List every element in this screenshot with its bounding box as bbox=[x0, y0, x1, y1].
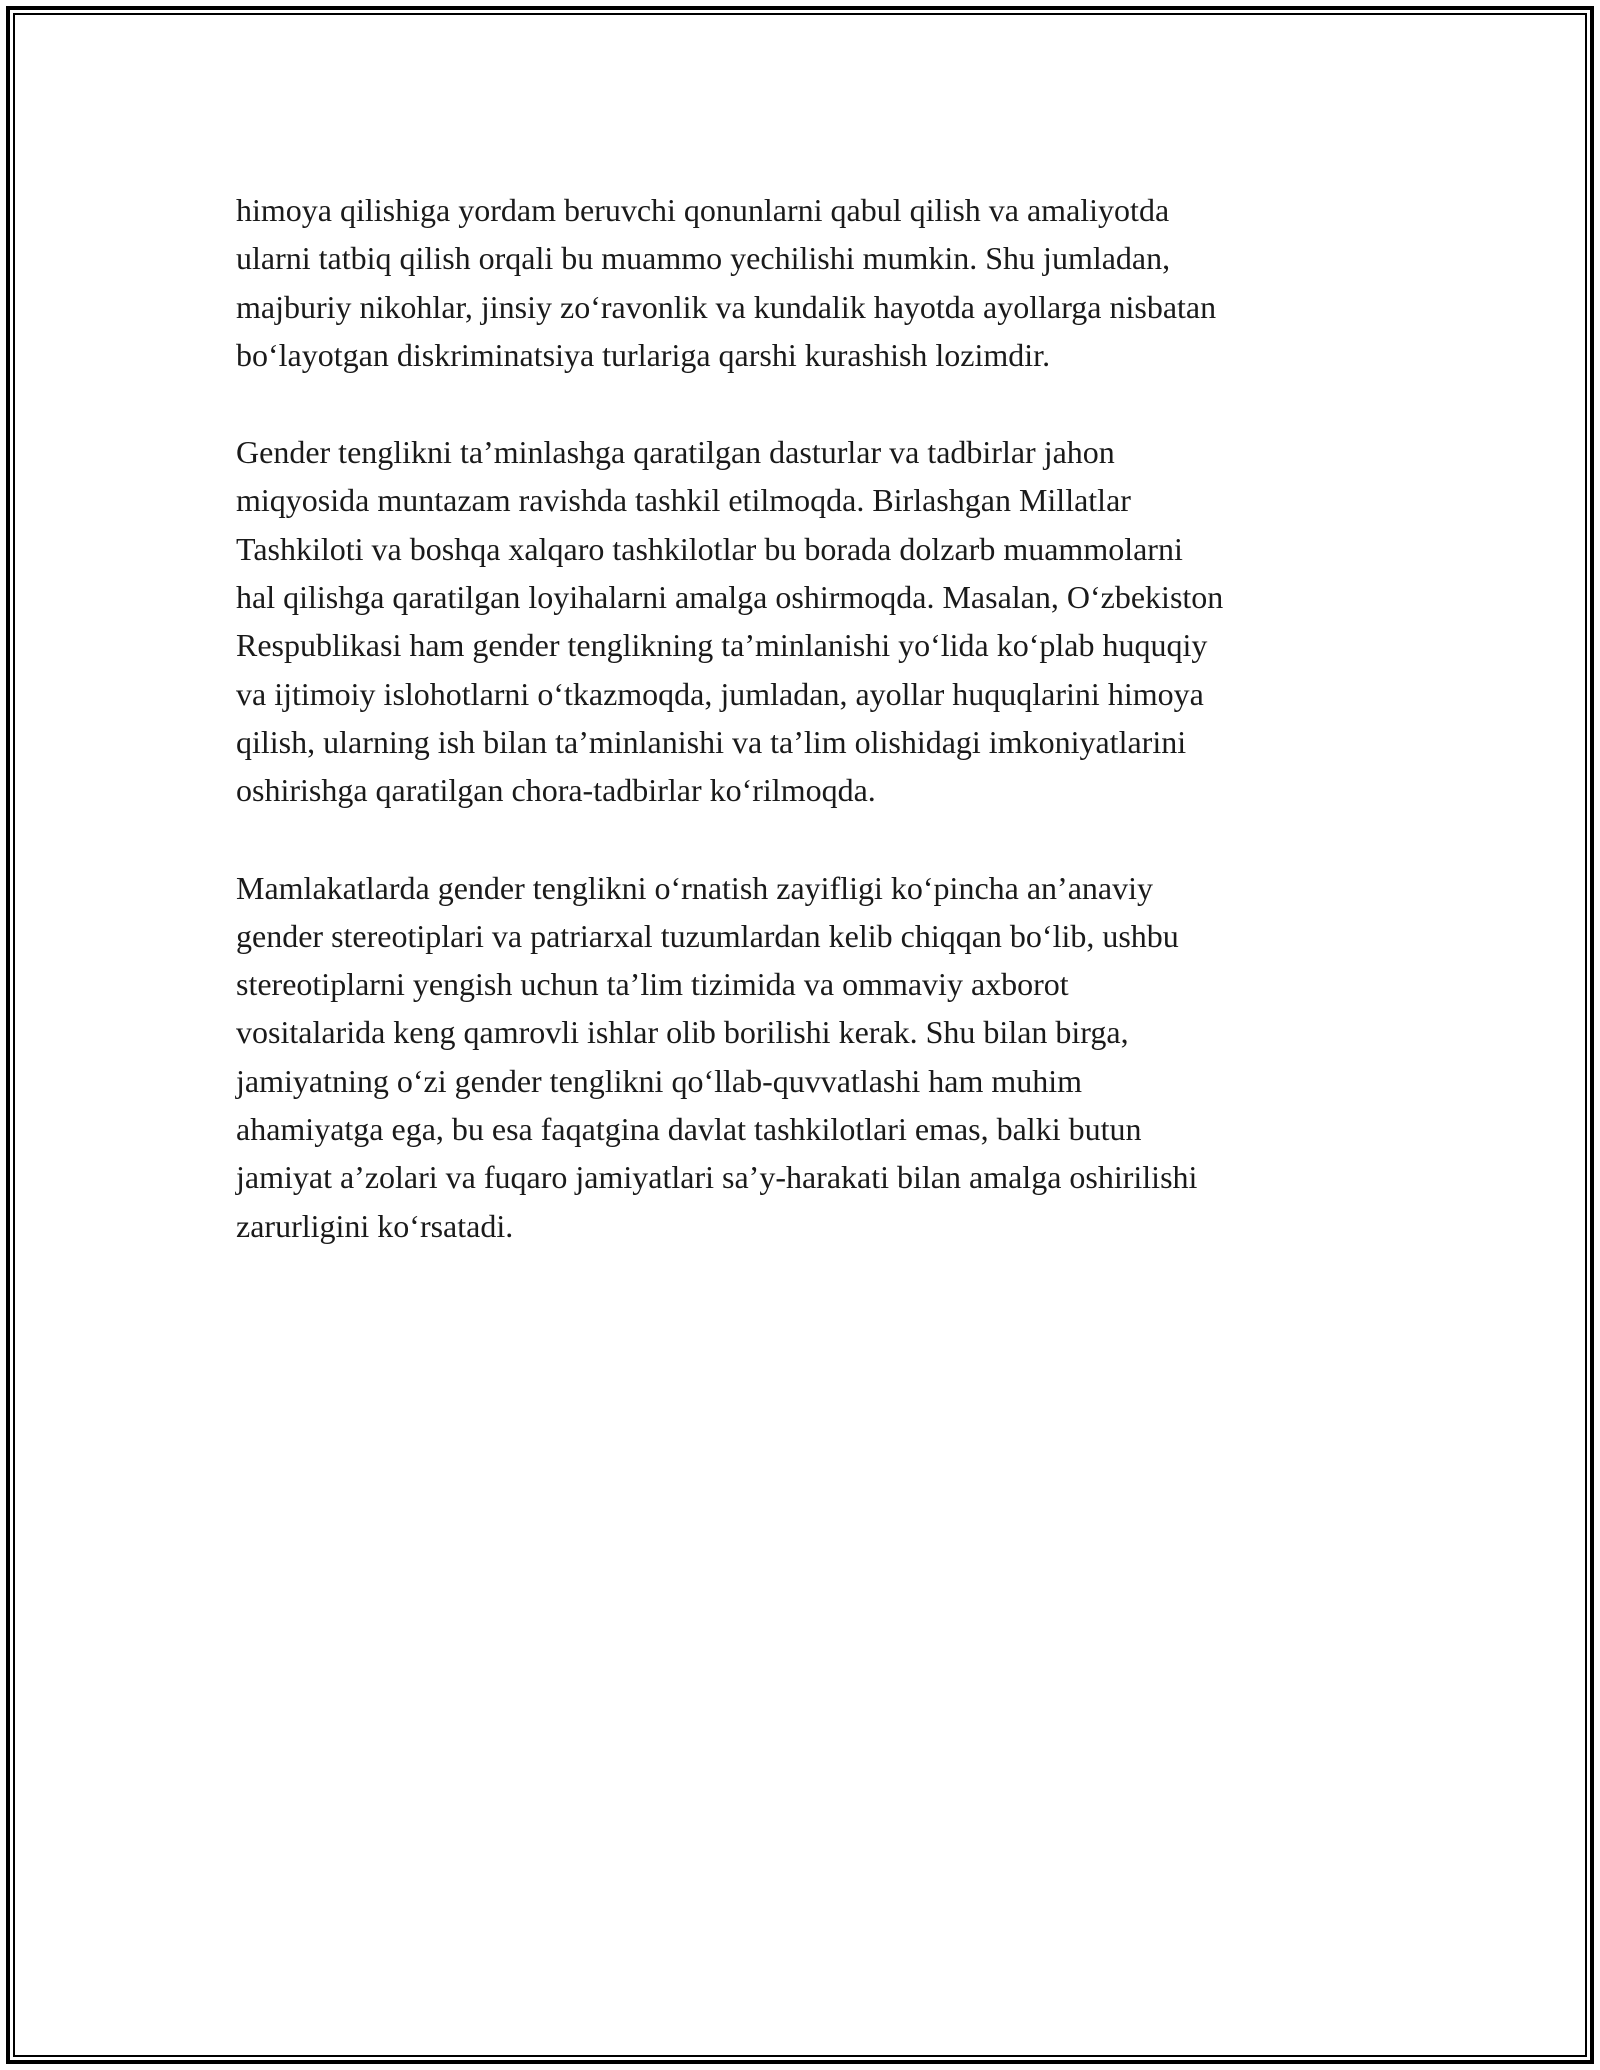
paragraph-3: Mamlakatlarda gender tenglikni o‘rnatish zayifligi ko‘pincha an’anaviy gender stereotiplari va patriarxal tuzumlardan kelib chiqqan bo‘lib, ushbu stereotiplarni yengish uchun ta’lim tizimida va ommaviy axborot vositalarida keng qamrovli ishlar olib borilishi kerak. Shu bilan birga, jamiyatning o‘zi gender tenglikni qo‘llab-quvvatlashi ham muhim ahamiyatga ega, bu esa faqatgina davlat tashkilotlari emas, balki butun jamiyat a’zolari va fuqaro jamiyatlari sa’y-harakati bilan amalga oshirilishi zarurligini ko‘rsatadi. bbox=[236, 869, 1198, 1244]
paragraph-1: himoya qilishiga yordam beruvchi qonunlarni qabul qilish va amaliyotda ularni tatbiq qilish orqali bu muammo yechilishi mumkin. Shu jumladan, majburiy nikohlar, jinsiy zo‘ravonlik va kundalik hayotda ayollarga nisbatan bo‘layotgan diskriminatsiya turlariga qarshi kurashish lozimdir. bbox=[236, 192, 1217, 373]
paragraph-2: Gender tenglikni ta’minlashga qaratilgan dasturlar va tadbirlar jahon miqyosida muntazam ravishda tashkil etilmoqda. Birlashgan Millatlar Tashkiloti va boshqa xalqaro tashkilotlar bu borada dolzarb muammolarni hal qilishga qaratilgan loyihalarni amalga oshirmoqda. Masalan, O‘zbekiston Respublikasi ham gender tenglikning ta’minlanishi yo‘lida ko‘plab huquqiy va ijtimoiy islohotlarni o‘tkazmoqda, jumladan, ayollar huquqlarini himoya qilish, ularning ish bilan ta’minlanishi va ta’lim olishidagi imkoniyatlarini oshirishga qaratilgan chora-tadbirlar ko‘rilmoqda. bbox=[236, 434, 1224, 809]
document-body bbox=[236, 186, 1406, 1299]
